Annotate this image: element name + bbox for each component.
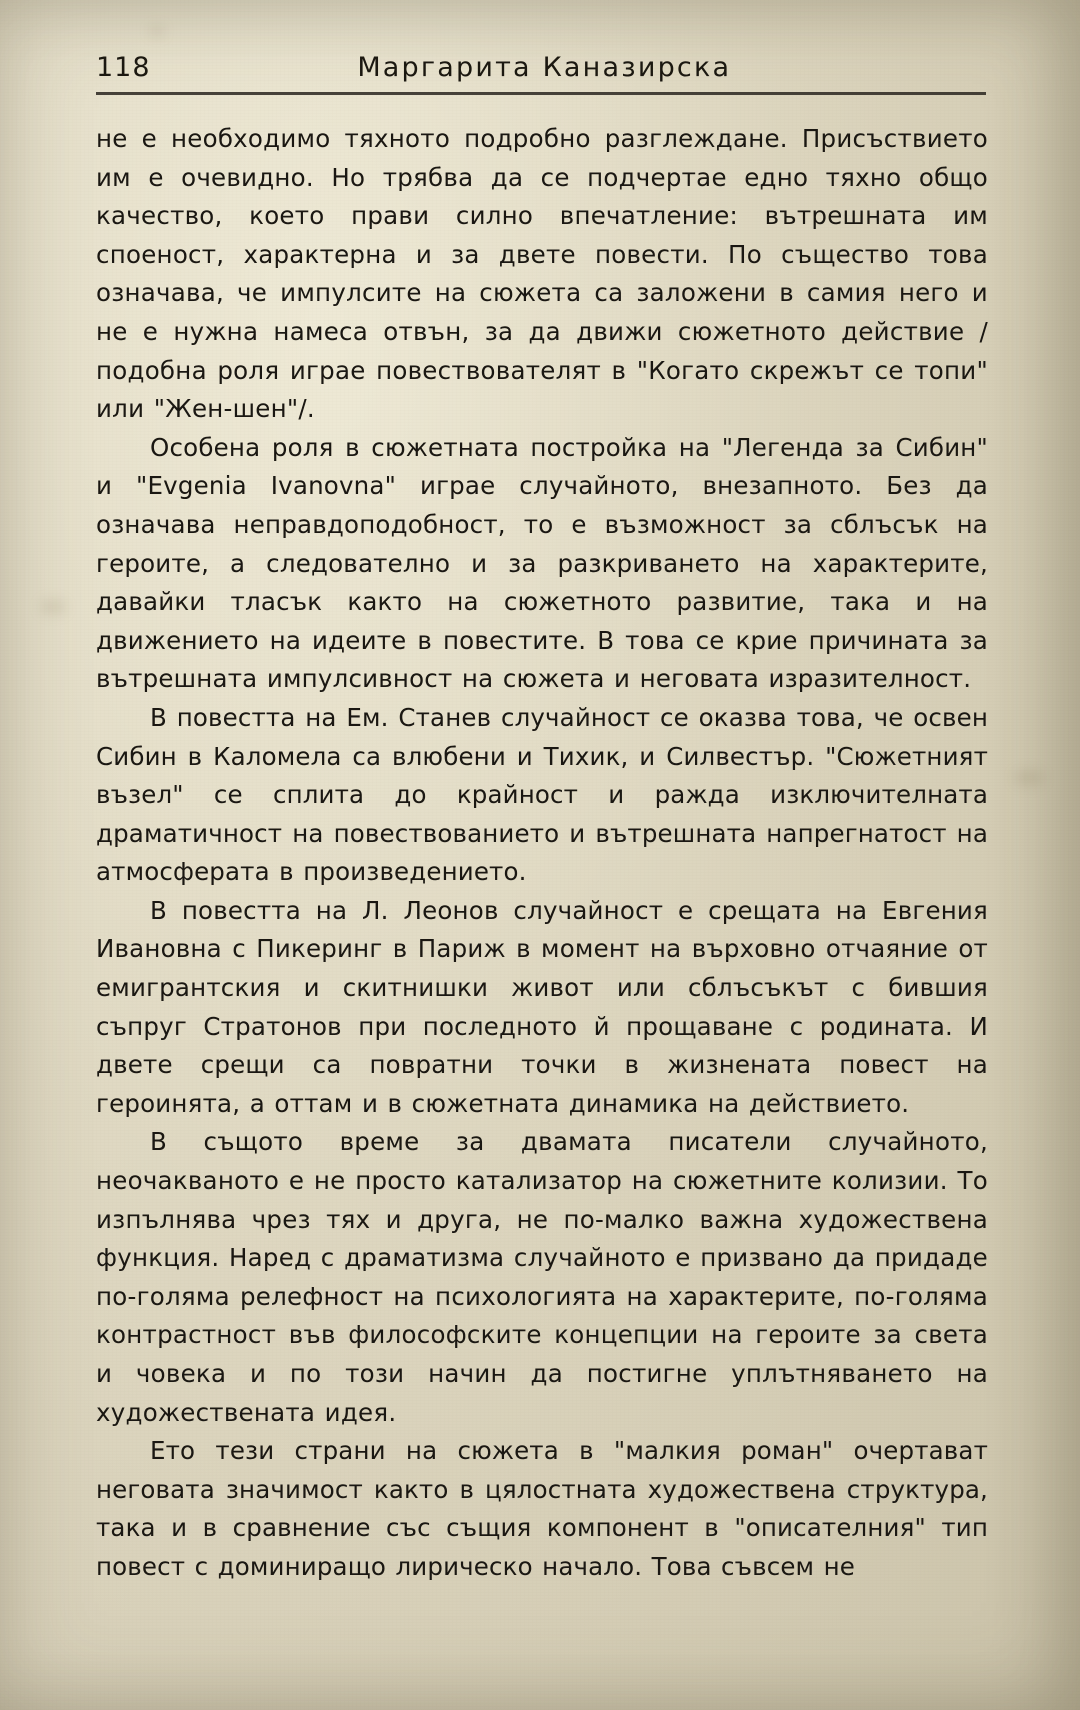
running-title: Маргарита Каназирска bbox=[357, 52, 732, 83]
page-header bbox=[96, 52, 984, 83]
paragraph-6: Ето тези страни на сюжета в "малкия роман" очертават неговата значимост както в цялостната художествена структура, така и в сравнение със същия компонент в "описателния" тип повест с доминиращо лирическо начало. Това съвсем не bbox=[96, 1436, 988, 1581]
paragraph-2: Особена роля в сюжетната постройка на "Легенда за Сибин" и "Evgenia Ivanovna" играе случайното, внезапното. Без да означава неправдоподобност, то е възможност за сблъсък на героите, а следователно и за разкриването на характерите, давайки тласък както на сюжетното развитие, така и на движението на идеите в повестите. В това се крие причината за вътрешната импулсивност на сюжета и неговата изразителност. bbox=[96, 432, 988, 694]
paragraph-1: не е необходимо тяхното подробно разглеждане. Присъствието им е очевидно. Но трябва да се подчертае едно тяхно общо качество, което прави силно впечатление: вътрешната им споеност, характерна и за двете повести. По същество това означава, че импулсите на сюжета са заложени в самия него и не е нужна намеса отвън, за да движи сюжетното действие /подобна роля играе повествователят в "Когато скрежът се топи" или "Жен-шен"/. bbox=[96, 124, 988, 424]
paragraph-3: В повестта на Ем. Станев случайност се оказва това, че освен Сибин в Каломела са влюбени и Тихик, и Силвестър. "Сюжетният възел" се сплита до крайност и ражда изключителната драматичност на повествованието и вътрешната напрегнатост на атмосферата в произведението. bbox=[96, 702, 988, 887]
header-rule bbox=[96, 92, 986, 95]
body-text bbox=[96, 120, 988, 1587]
page-number: 118 bbox=[96, 52, 151, 83]
paragraph-5: В същото време за двамата писатели случайното, неочакваното е не просто катализатор на сюжетните колизии. То изпълнява чрез тях и друга, не по-малко важна художествена функция. Наред с драматизма случайното е призвано да придаде по-голяма релефност на психологията на характерите, по-голяма контрастност във философските концепции на героите за света и човека и по този начин да постигне уплътняването на художествената идея. bbox=[96, 1127, 988, 1427]
paragraph-4: В повестта на Л. Леонов случайност е срещата на Евгения Ивановна с Пикеринг в Париж в момент на върховно отчаяние от емигрантския и скитнишки живот или сблъсъкът с бившия съпруг Стратонов при последното й прощаване с родината. И двете срещи са повратни точки в жизнената повест на героинята, а оттам и в сюжетната динамика на действието. bbox=[96, 895, 988, 1118]
